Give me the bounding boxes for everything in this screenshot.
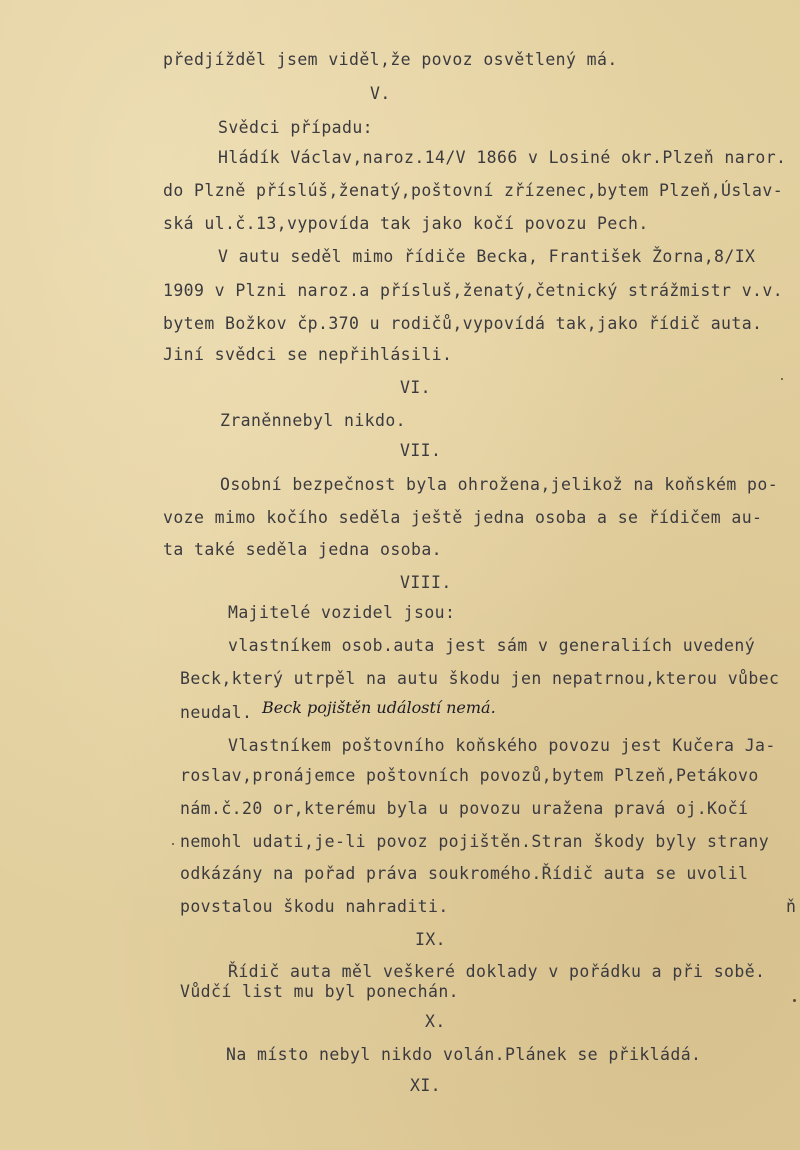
text-line: nám.č.20 or,kterému byla u povozu uražena pravá oj.Kočí — [180, 799, 749, 818]
text-line: vlastníkem osob.auta jest sám v generaliích uvedený — [228, 636, 756, 655]
text-line: Vlastníkem poštovního koňského povozu jest Kučera Ja- — [228, 736, 776, 755]
text-line: 1909 v Plzni naroz.a přísluš,ženatý,četnický strážmistr v.v. — [163, 281, 784, 300]
section-heading-v: V. — [370, 84, 391, 103]
text-line: Jiní svědci se nepřihlásili. — [163, 345, 453, 364]
paper-speck — [781, 378, 783, 380]
text-line: bytem Božkov čp.370 u rodičů,vypovídá tak,jako řídič auta. — [163, 314, 763, 333]
text-line: Svědci případu: — [218, 118, 374, 137]
paper-speck — [793, 999, 796, 1002]
text-line: roslav,pronájemce poštovních povozů,bytem Plzeň,Petákovo — [180, 766, 759, 785]
text-line: ta také seděla jedna osoba. — [163, 540, 443, 559]
text-line: Beck,který utrpěl na autu škodu jen nepatrnou,kterou vůbec — [180, 669, 780, 688]
text-line: povstalou škodu nahraditi. — [180, 897, 449, 916]
text-line: Osobní bezpečnost byla ohrožena,jelikož na koňském po- — [220, 475, 779, 494]
margin-mark: ň — [786, 897, 797, 916]
text-line: nemohl udati,je-li povoz pojištěn.Stran škody byly strany — [180, 832, 770, 851]
text-line: do Plzně příslúš,ženatý,poštovní zřízenec,bytem Plzeň,Úslav- — [163, 181, 784, 200]
section-heading-x: X. — [425, 1012, 446, 1031]
section-heading-xi: XI. — [410, 1076, 442, 1095]
text-line: Hládík Václav,naroz.14/V 1866 v Losiné okr.Plzeň naror. — [218, 148, 787, 167]
text-line: neudal. — [180, 703, 253, 722]
text-line: Na místo nebyl nikdo volán.Plánek se přikládá. — [226, 1045, 702, 1064]
section-heading-ix: IX. — [415, 930, 447, 949]
text-line: předjížděl jsem viděl,že povoz osvětlený má. — [163, 50, 618, 69]
text-line: Řídič auta měl veškeré doklady v pořádku a při sobě. — [228, 962, 766, 981]
text-line: V autu seděl mimo řídiče Becka, František Žorna,8/IX — [218, 247, 756, 266]
handwritten-note: Beck pojištěn událostí nemá. — [262, 698, 496, 717]
text-line: odkázány na pořad práva soukromého.Řídič auta se uvolil — [180, 864, 749, 883]
text-line: Majitelé vozidel jsou: — [228, 603, 456, 622]
section-heading-viii: VIII. — [400, 573, 452, 592]
section-heading-vii: VII. — [400, 441, 442, 460]
paper-speck — [172, 843, 174, 845]
text-line: voze mimo kočího seděla ještě jedna osoba a se řídičem au- — [163, 508, 763, 527]
text-line: ská ul.č.13,vypovída tak jako kočí povozu Pech. — [163, 214, 649, 233]
text-line: Vůdčí list mu byl ponechán. — [180, 982, 460, 1001]
text-line: Zraněnnebyl nikdo. — [220, 411, 407, 430]
section-heading-vi: VI. — [400, 378, 432, 397]
